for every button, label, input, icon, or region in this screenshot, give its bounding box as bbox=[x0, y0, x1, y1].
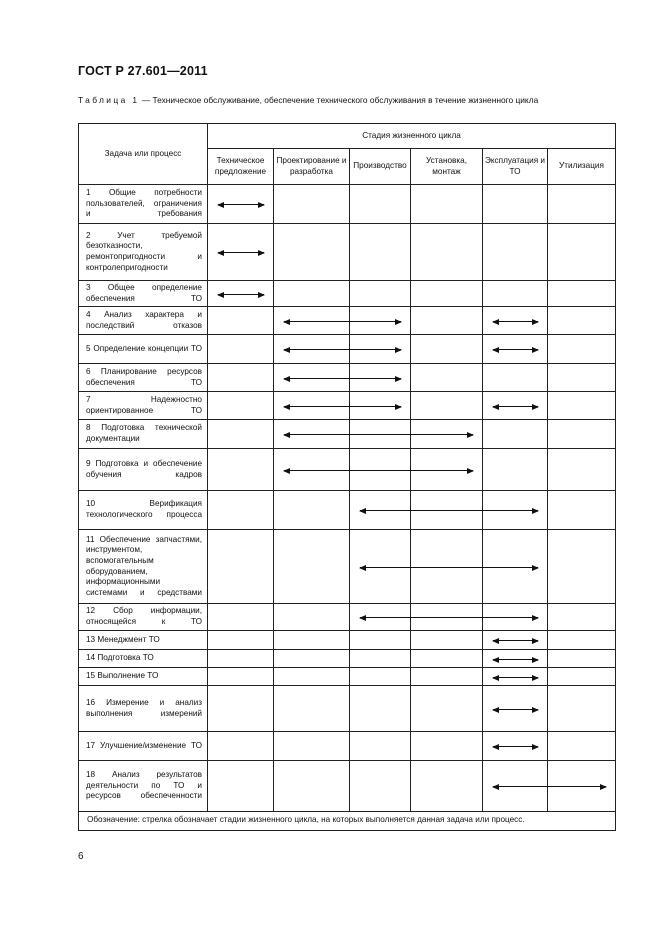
stage-cell bbox=[208, 307, 274, 335]
table-row bbox=[79, 224, 616, 281]
stage-cell bbox=[548, 392, 616, 420]
task-cell: 11 Обеспечение запчастями, инструментом, вспомогательным оборудованием, информационными системами и средствами bbox=[79, 530, 208, 604]
stage-header: Производство bbox=[350, 149, 411, 185]
stage-cell bbox=[274, 761, 350, 812]
lifecycle-arrow-icon bbox=[360, 510, 538, 511]
lifecycle-arrow-icon bbox=[493, 659, 538, 660]
stage-cell bbox=[274, 650, 350, 668]
stage-cell bbox=[411, 650, 483, 668]
task-cell: 12 Сбор информации, относящейся к ТО bbox=[79, 604, 208, 631]
lifecycle-arrow-icon bbox=[493, 406, 538, 407]
table-row bbox=[79, 185, 616, 224]
stage-cell bbox=[350, 224, 411, 281]
stage-cell bbox=[350, 631, 411, 650]
stage-cell bbox=[548, 307, 616, 335]
lifecycle-arrow-icon bbox=[284, 470, 473, 471]
stage-cell bbox=[274, 668, 350, 686]
stage-cell bbox=[548, 364, 616, 392]
lifecycle-arrow-icon bbox=[360, 617, 538, 618]
lifecycle-arrow-icon bbox=[284, 434, 473, 435]
task-cell: 9 Подготовка и обеспечение обучения кадров bbox=[79, 449, 208, 491]
task-cell: 1 Общие потребности пользователей, ограничения и требования bbox=[79, 185, 208, 224]
task-cell: 18 Анализ результатов деятельности по ТО и ресурсов обеспеченности bbox=[79, 761, 208, 812]
lifecycle-arrow-icon bbox=[360, 567, 538, 568]
stage-cell bbox=[548, 491, 616, 530]
stage-cell bbox=[411, 185, 483, 224]
maintenance-lifecycle-table bbox=[78, 123, 616, 831]
stage-cell bbox=[274, 491, 350, 530]
header-row-group bbox=[79, 124, 616, 149]
stage-cell bbox=[274, 686, 350, 732]
stage-cell bbox=[208, 335, 274, 364]
stage-cell bbox=[411, 281, 483, 307]
lifecycle-arrow-icon bbox=[284, 378, 401, 379]
note-row bbox=[79, 812, 616, 831]
stage-cell bbox=[411, 668, 483, 686]
stage-cell bbox=[548, 449, 616, 491]
stage-cell bbox=[274, 631, 350, 650]
stage-cell bbox=[483, 449, 548, 491]
stage-cell bbox=[411, 307, 483, 335]
standard-title: ГОСТ Р 27.601—2011 bbox=[78, 64, 208, 78]
lifecycle-arrow-icon bbox=[218, 204, 264, 205]
table-caption-label: Таблица 1 bbox=[78, 95, 140, 105]
lifecycle-arrow-icon bbox=[218, 294, 264, 295]
stage-cell bbox=[411, 686, 483, 732]
stage-cell bbox=[411, 392, 483, 420]
stage-cell bbox=[208, 392, 274, 420]
task-cell: 6 Планирование ресурсов обеспечения ТО bbox=[79, 364, 208, 392]
stage-cell bbox=[274, 281, 350, 307]
stage-cell bbox=[274, 732, 350, 761]
lifecycle-arrow-icon bbox=[284, 321, 401, 322]
lifecycle-arrow-icon bbox=[493, 349, 538, 350]
stage-cell bbox=[548, 530, 616, 604]
stage-cell bbox=[350, 732, 411, 761]
stage-cell bbox=[411, 335, 483, 364]
stage-header: Установка, монтаж bbox=[411, 149, 483, 185]
stage-header: Утилизация bbox=[548, 149, 616, 185]
task-cell: 14 Подготовка ТО bbox=[79, 650, 208, 668]
stage-cell bbox=[208, 732, 274, 761]
table-body bbox=[79, 124, 616, 831]
lifecycle-arrow-icon bbox=[493, 709, 538, 710]
stage-cell bbox=[208, 686, 274, 732]
stage-cell bbox=[274, 604, 350, 631]
stage-cell bbox=[548, 335, 616, 364]
stage-cell bbox=[548, 224, 616, 281]
lifecycle-arrow-icon bbox=[493, 746, 538, 747]
table-caption bbox=[78, 95, 614, 106]
lifecycle-arrow-icon bbox=[284, 406, 401, 407]
lifecycle-arrow-icon bbox=[218, 252, 264, 253]
stage-cell bbox=[208, 604, 274, 631]
stage-cell bbox=[350, 281, 411, 307]
lifecycle-arrow-icon bbox=[493, 677, 538, 678]
task-cell: 17 Улучшение/изменение ТО bbox=[79, 732, 208, 761]
stage-cell bbox=[411, 732, 483, 761]
stage-cell bbox=[483, 185, 548, 224]
stage-cell bbox=[548, 631, 616, 650]
task-cell: 5 Определение концепции ТО bbox=[79, 335, 208, 364]
stage-cell bbox=[411, 364, 483, 392]
table-row bbox=[79, 281, 616, 307]
stage-cell bbox=[208, 491, 274, 530]
lifecycle-arrow-icon bbox=[284, 349, 401, 350]
stage-cell bbox=[208, 364, 274, 392]
task-cell: 10 Верификация технологического процесса bbox=[79, 491, 208, 530]
stage-cell bbox=[548, 420, 616, 449]
stage-cell bbox=[548, 732, 616, 761]
lifecycle-arrow-icon bbox=[493, 786, 606, 787]
stage-cell bbox=[274, 185, 350, 224]
stage-header: Техническое предложение bbox=[208, 149, 274, 185]
stage-cell bbox=[208, 449, 274, 491]
stage-cell bbox=[483, 364, 548, 392]
task-cell: 3 Общее определение обеспечения ТО bbox=[79, 281, 208, 307]
stage-cell bbox=[208, 668, 274, 686]
task-cell: 4 Анализ характера и последствий отказов bbox=[79, 307, 208, 335]
task-column-header: Задача или процесс bbox=[79, 124, 208, 185]
task-cell: 13 Менеджмент ТО bbox=[79, 631, 208, 650]
lifecycle-arrow-icon bbox=[493, 321, 538, 322]
task-cell: 15 Выполнение ТО bbox=[79, 668, 208, 686]
stage-cell bbox=[208, 631, 274, 650]
task-cell: 2 Учет требуемой безотказности, ремонтопригодности и контролепригодности bbox=[79, 224, 208, 281]
stage-cell bbox=[208, 650, 274, 668]
stage-cell bbox=[548, 668, 616, 686]
stage-cell bbox=[483, 281, 548, 307]
stage-cell bbox=[548, 686, 616, 732]
stage-cell bbox=[274, 224, 350, 281]
stage-cell bbox=[208, 761, 274, 812]
stage-cell bbox=[350, 185, 411, 224]
stage-cell bbox=[350, 668, 411, 686]
stage-cell bbox=[274, 530, 350, 604]
stage-cell bbox=[548, 604, 616, 631]
stage-cell bbox=[350, 686, 411, 732]
stage-cell bbox=[548, 281, 616, 307]
lifecycle-arrow-icon bbox=[493, 640, 538, 641]
stage-cell bbox=[208, 530, 274, 604]
stage-header: Проектирование и разработка bbox=[274, 149, 350, 185]
stage-cell bbox=[548, 650, 616, 668]
stage-cell bbox=[350, 650, 411, 668]
stage-cell bbox=[411, 224, 483, 281]
table-note: Обозначение: стрелка обозначает стадии жизненного цикла, на которых выполняется данная задача или процесс. bbox=[79, 812, 616, 831]
stage-cell bbox=[411, 761, 483, 812]
page-number: 6 bbox=[78, 851, 84, 862]
table-caption-text: — Техническое обслуживание, обеспечение технического обслуживания в течение жизненного цикла bbox=[141, 95, 539, 105]
stage-cell bbox=[411, 631, 483, 650]
stage-cell bbox=[208, 420, 274, 449]
task-cell: 16 Измерение и анализ выполнения измерений bbox=[79, 686, 208, 732]
stage-cell bbox=[548, 185, 616, 224]
stage-header: Эксплуатация и ТО bbox=[483, 149, 548, 185]
task-cell: 7 Надежностно ориентированное ТО bbox=[79, 392, 208, 420]
stage-group-header: Стадия жизненного цикла bbox=[208, 124, 616, 149]
task-cell: 8 Подготовка технической документации bbox=[79, 420, 208, 449]
stage-cell bbox=[350, 761, 411, 812]
stage-cell bbox=[483, 420, 548, 449]
stage-cell bbox=[483, 224, 548, 281]
